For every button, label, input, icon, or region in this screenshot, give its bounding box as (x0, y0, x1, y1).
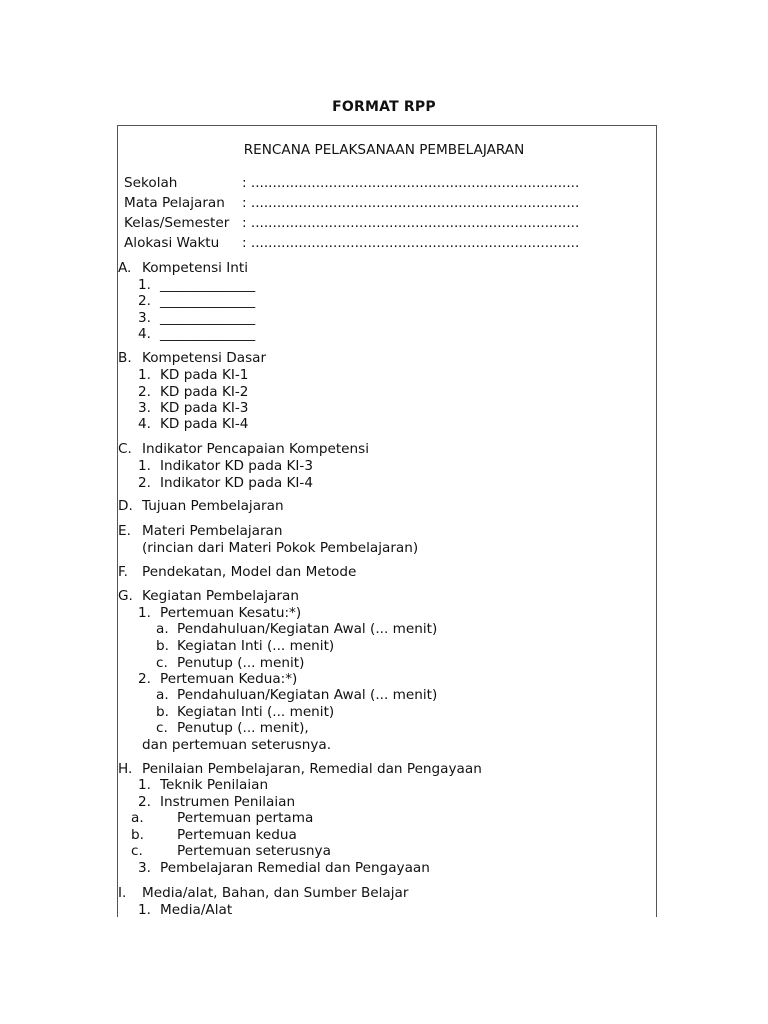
sub-item-num: a. (156, 621, 169, 637)
list-item-num: 3. (138, 860, 151, 876)
identity-label-alokasi: Alokasi Waktu (124, 235, 220, 251)
section-a-item-blank: ______________ (160, 310, 256, 326)
section-a-item-num: 4. (138, 326, 151, 342)
sub-item-num: b. (156, 704, 169, 720)
section-a-item-blank: ______________ (160, 326, 256, 342)
sub-item-num: c. (131, 843, 143, 859)
section-f-heading: Pendekatan, Model dan Metode (142, 564, 357, 580)
section-a-letter: A. (118, 260, 132, 276)
identity-label-mapel: Mata Pelajaran (124, 195, 225, 211)
sub-item: Pertemuan pertama (177, 810, 314, 826)
list-item-num: 2. (138, 794, 151, 810)
list-item-num: 3. (138, 400, 151, 416)
section-a-item-blank: ______________ (160, 277, 256, 293)
sub-item-num: b. (131, 827, 144, 843)
list-item-num: 2. (138, 475, 151, 491)
sub-item-num: c. (156, 655, 168, 671)
list-item-num: 1. (138, 902, 151, 918)
sub-item: Kegiatan Inti (... menit) (177, 704, 335, 720)
list-item: Instrumen Penilaian (160, 794, 296, 810)
list-item-num: 1. (138, 367, 151, 383)
document-title: FORMAT RPP (332, 99, 436, 115)
section-b-heading: Kompetensi Dasar (142, 350, 267, 366)
document-subtitle: RENCANA PELAKSANAAN PEMBELAJARAN (243, 142, 525, 158)
identity-value-mapel: : ............................................................................ (242, 195, 580, 211)
section-c-heading: Indikator Pencapaian Kompetensi (142, 441, 370, 457)
list-item-num: 2. (138, 384, 151, 400)
section-i-heading: Media/alat, Bahan, dan Sumber Belajar (142, 885, 409, 901)
sub-item: Pertemuan seterusnya (177, 843, 331, 859)
list-item: Indikator KD pada KI-4 (160, 475, 313, 491)
section-e-letter: E. (118, 523, 131, 539)
list-item: Pertemuan Kedua:*) (160, 671, 298, 687)
list-item: Pertemuan Kesatu:*) (160, 605, 302, 621)
section-d-letter: D. (118, 498, 133, 514)
sub-item-num: c. (156, 720, 168, 736)
sub-item: Penutup (... menit), (177, 720, 309, 736)
section-a-item-num: 1. (138, 277, 151, 293)
identity-label-kelas: Kelas/Semester (124, 215, 230, 231)
list-item-num: 1. (138, 458, 151, 474)
section-b-letter: B. (118, 350, 132, 366)
sub-item: Kegiatan Inti (... menit) (177, 638, 335, 654)
section-i-letter: I. (118, 885, 127, 901)
section-a-item-num: 3. (138, 310, 151, 326)
list-item: KD pada KI-1 (160, 367, 249, 383)
section-a-item-num: 2. (138, 293, 151, 309)
list-item: Indikator KD pada KI-3 (160, 458, 313, 474)
sub-item-num: b. (156, 638, 169, 654)
list-item: KD pada KI-4 (160, 416, 249, 432)
list-item: Media/Alat (160, 902, 233, 918)
section-g-heading: Kegiatan Pembelajaran (142, 588, 299, 604)
section-g-letter: G. (118, 588, 133, 604)
section-h-letter: H. (118, 761, 133, 777)
section-a-heading: Kompetensi Inti (142, 260, 249, 276)
identity-value-kelas: : ............................................................................ (242, 215, 580, 231)
section-a-item-blank: ______________ (160, 293, 256, 309)
sub-item-num: a. (156, 687, 169, 703)
sub-item: Pendahuluan/Kegiatan Awal (... menit) (177, 687, 438, 703)
list-item: KD pada KI-2 (160, 384, 249, 400)
list-item: Teknik Penilaian (160, 777, 269, 793)
list-item: KD pada KI-3 (160, 400, 249, 416)
section-c-letter: C. (118, 441, 132, 457)
list-item-num: 2. (138, 671, 151, 687)
section-e-note: (rincian dari Materi Pokok Pembelajaran) (142, 540, 419, 556)
list-item-num: 1. (138, 777, 151, 793)
section-d-heading: Tujuan Pembelajaran (142, 498, 284, 514)
list-item-num: 1. (138, 605, 151, 621)
section-e-heading: Materi Pembelajaran (142, 523, 283, 539)
identity-label-sekolah: Sekolah (124, 175, 178, 191)
sub-item-num: a. (131, 810, 144, 826)
sub-item: Pertemuan kedua (177, 827, 297, 843)
section-h-heading: Penilaian Pembelajaran, Remedial dan Pengayaan (142, 761, 482, 777)
sub-item: Pendahuluan/Kegiatan Awal (... menit) (177, 621, 438, 637)
sub-item: Penutup (... menit) (177, 655, 305, 671)
identity-value-alokasi: : ............................................................................ (242, 235, 580, 251)
section-g-tail: dan pertemuan seterusnya. (142, 737, 332, 753)
list-item: Pembelajaran Remedial dan Pengayaan (160, 860, 430, 876)
section-f-letter: F. (118, 564, 128, 580)
list-item-num: 4. (138, 416, 151, 432)
identity-value-sekolah: : ............................................................................ (242, 175, 580, 191)
